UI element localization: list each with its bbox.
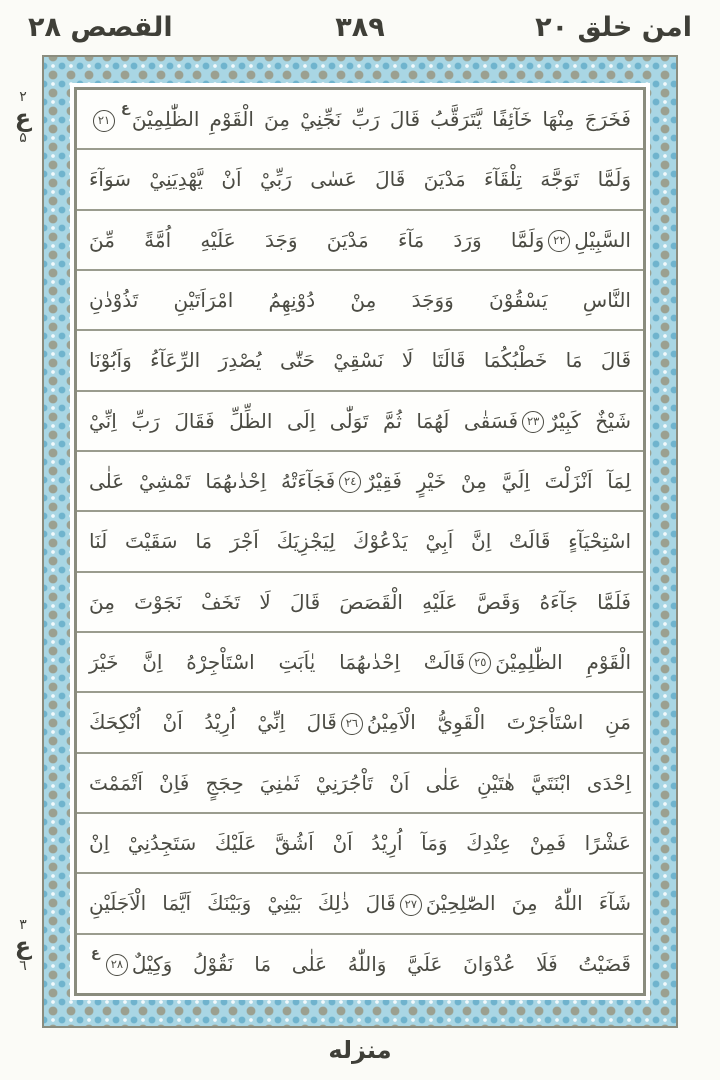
quran-line-9 xyxy=(77,573,643,633)
quran-line-15 xyxy=(77,935,643,993)
ayah-number-marker: ٢٥ xyxy=(469,652,491,674)
ruku-margin-marker-top xyxy=(10,90,36,146)
ayah-text: اِحْدَى ابْنَتَيَّ هٰتَيْنِ عَلٰى اَنْ تَاْجُرَنِيْ ثَمٰنِيَ حِجَجٍ فَاِنْ اَتْمَمْتَ xyxy=(89,770,631,795)
ayah-text: قَالَ اِنِّيْ اُرِيْدُ اَنْ اُنْكِحَكَ xyxy=(89,710,337,735)
page-number: ٣٨٩ xyxy=(335,12,385,43)
quran-text-area xyxy=(74,87,646,996)
quran-line-5 xyxy=(77,331,643,391)
ain-ruku-icon: ع xyxy=(14,932,32,960)
ayah-text: السَّبِيْلِ xyxy=(574,227,631,252)
ayah-text: وَلَمَّا تَوَجَّهَ تِلْقَآءَ مَدْيَنَ قَالَ عَسٰى رَبِّيْ اَنْ يَّهْدِيَنِيْ سَوَآءَ xyxy=(89,167,631,192)
ayah-text: الْقَوْمِ الظّٰلِمِيْنَ xyxy=(495,649,632,674)
ayah-text: قَالَ ذٰلِكَ بَيْنِيْ وَبَيْنَكَ اَيَّمَا الْاَجَلَيْنِ xyxy=(89,891,396,916)
quran-line-4 xyxy=(77,271,643,331)
ruku-margin-marker-bottom xyxy=(10,918,36,974)
ruku-number-in-surah: ٢ xyxy=(19,89,27,105)
ayah-number-marker: ٢٧ xyxy=(400,894,422,916)
ayah-number-marker: ٢١ xyxy=(93,110,115,132)
ayah-text: شَيْخٌ كَبِيْرٌ xyxy=(548,408,631,433)
quran-line-10 xyxy=(77,633,643,693)
ayah-text: فَجَآءَتْهُ اِحْدٰىهُمَا تَمْشِيْ عَلٰى xyxy=(89,468,336,493)
quran-line-11 xyxy=(77,693,643,753)
ayah-text: قَالَتْ اِحْدٰىهُمَا يٰاَبَتِ اسْتَاْجِرْهُ اِنَّ خَيْرَ xyxy=(89,649,466,674)
ayah-number-marker: ٢٤ xyxy=(339,471,361,493)
ruku-number-in-juz: ٦ xyxy=(19,958,27,974)
ayah-text: قَضَيْتُ فَلَا عُدْوَانَ عَلَيَّ وَاللّٰهُ عَلٰى مَا نَقُوْلُ وَكِيْلٌ xyxy=(131,951,631,976)
ayah-number-marker: ٢٢ xyxy=(548,230,570,252)
quran-line-3 xyxy=(77,211,643,271)
border-inner-gap xyxy=(70,83,650,1000)
quran-line-8 xyxy=(77,512,643,572)
ayah-text: مَنِ اسْتَاْجَرْتَ الْقَوِيُّ الْاَمِيْنُ xyxy=(366,710,631,735)
ruku-ain-marker: ع xyxy=(121,101,130,116)
catchword: منزله xyxy=(328,1036,392,1064)
ayah-text: النَّاسِ يَسْقُوْنَ وَوَجَدَ مِنْ دُوْنِهِمُ امْرَاَتَيْنِ تَذُوْدٰنِ xyxy=(89,287,631,312)
ayah-text: فَلَمَّا جَآءَهُ وَقَصَّ عَلَيْهِ الْقَصَصَ قَالَ لَا تَخَفْ نَجَوْتَ مِنَ xyxy=(89,589,631,614)
page-header xyxy=(0,10,720,52)
ayah-text: فَخَرَجَ مِنْهَا خَآئِفًا يَّتَرَقَّبُ قَالَ رَبِّ نَجِّنِيْ مِنَ الْقَوْمِ الظّٰلِمِيْنَ xyxy=(131,107,631,131)
quran-line-2 xyxy=(77,150,643,210)
ayah-text: عَشْرًا فَمِنْ عِنْدِكَ وَمَآ اُرِيْدُ اَنْ اَشُقَّ عَلَيْكَ سَتَجِدُنِيْ اِنْ xyxy=(89,830,631,855)
quran-line-7 xyxy=(77,452,643,512)
quran-line-6 xyxy=(77,392,643,452)
ayah-text: وَلَمَّا وَرَدَ مَآءَ مَدْيَنَ وَجَدَ عَلَيْهِ اُمَّةً مِّنَ xyxy=(89,227,545,252)
quran-line-12 xyxy=(77,754,643,814)
juz-name: امن خلق ٢٠ xyxy=(535,12,692,43)
ruku-number-in-juz: ۵ xyxy=(19,130,27,146)
ayah-text: اسْتِحْيَآءٍ قَالَتْ اِنَّ اَبِيْ يَدْعُوْكَ لِيَجْزِيَكَ اَجْرَ مَا سَقَيْتَ لَنَا xyxy=(89,529,631,554)
quran-line-14 xyxy=(77,874,643,934)
ayah-number-marker: ٢٣ xyxy=(522,411,544,433)
ornamental-border xyxy=(42,55,678,1028)
ruku-ain-marker: ع xyxy=(91,945,100,961)
ayah-text: شَآءَ اللّٰهُ مِنَ الصّٰلِحِيْنَ xyxy=(425,891,631,916)
ain-ruku-icon: ع xyxy=(14,104,32,132)
ayah-number-marker: ٢٦ xyxy=(341,713,363,735)
quran-line-13 xyxy=(77,814,643,874)
ayah-text: قَالَ مَا خَطْبُكُمَا قَالَتَا لَا نَسْقِيْ حَتّٰى يُصْدِرَ الرِّعَآءُ وَاَبُوْنَا xyxy=(89,348,631,373)
surah-name: القصص ٢٨ xyxy=(28,12,173,43)
ayah-number-marker: ٢٨ xyxy=(106,954,128,976)
ayah-text: فَسَقٰى لَهُمَا ثُمَّ تَوَلّٰى اِلَى الظِّلِّ فَقَالَ رَبِّ اِنِّيْ xyxy=(89,408,519,433)
quran-line-1 xyxy=(77,90,643,150)
ruku-number-in-surah: ٣ xyxy=(19,917,27,933)
ayah-text: لِمَآ اَنْزَلْتَ اِلَيَّ مِنْ خَيْرٍ فَقِيْرٌ xyxy=(365,468,631,493)
